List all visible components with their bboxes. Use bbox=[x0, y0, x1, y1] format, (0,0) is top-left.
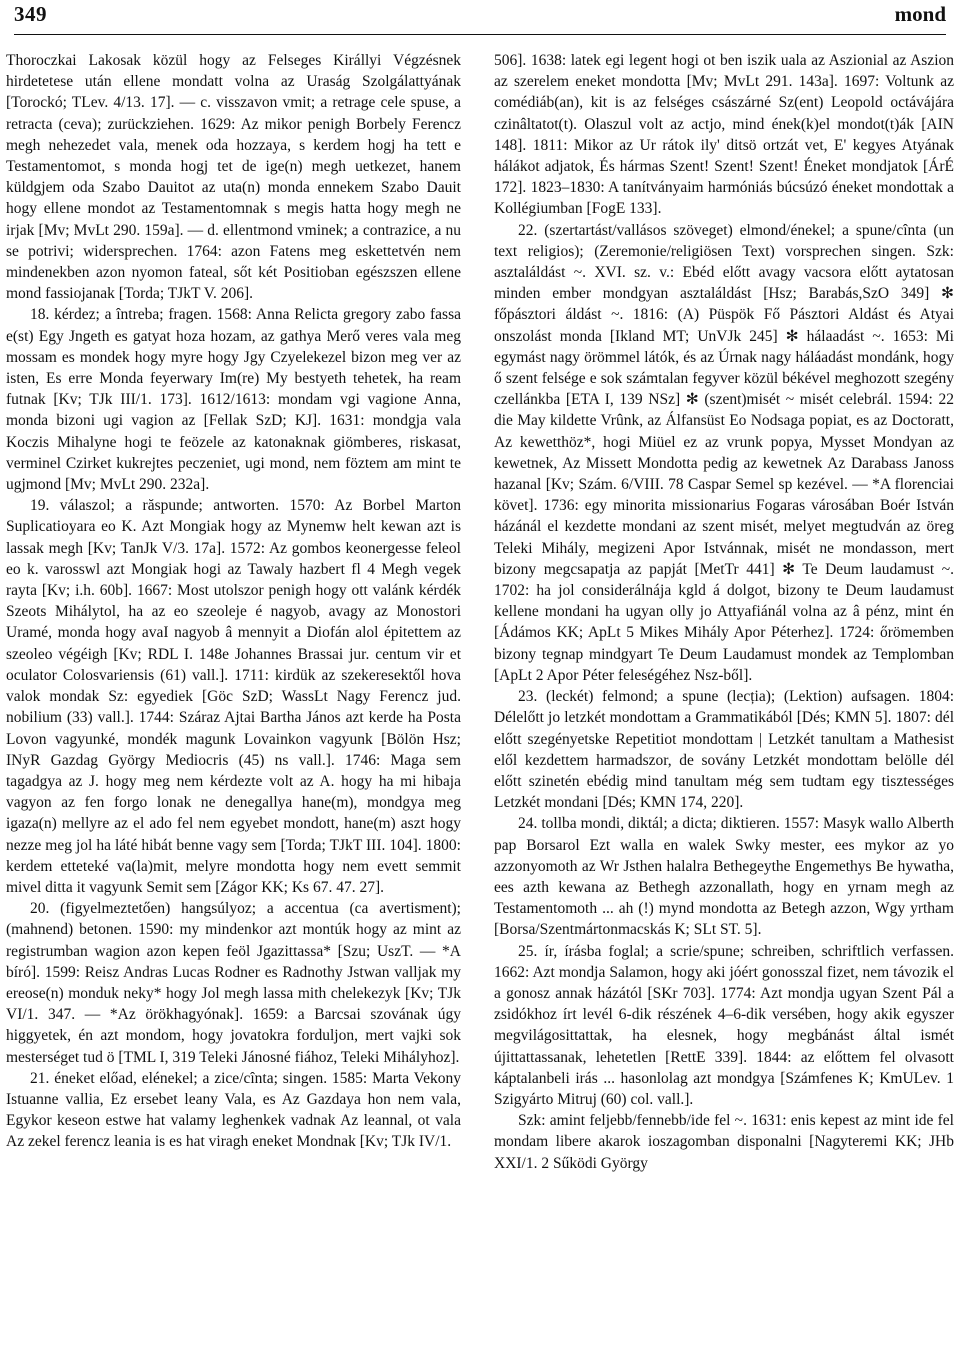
left-column bbox=[6, 50, 461, 1153]
page-number: 349 bbox=[14, 2, 47, 26]
entry-paragraph: 19. válaszol; a răspunde; antworten. 1570: Az Borbel Marton Suplicatioyara eo K. Azt Mongiak hogy az Mynemw helt kewan azt is lassak megh [Kv; TanJk V/3. 17a]. 1572: Az gombos keonergesse feleol eo k. varosswl azt Mongiak hogi az Tawaly hazbert fl 4 Megh vegek rayta [Kv; i.h. 60b]. 1667: Most utolszor penigh hogy ott valánk kérdék Szeots Mihálytol, ha az eo szeoleje é nagyob, avagy az Monostori Uramé, monda hogy avaI nagyob â mennyit a Diofán alol épitettem az szeoleo végéigh [Kv; RDL I. 148e Johannes Brassai jur. centum vir et oculator Colosvariensis (61) vall.]. 1711: kirdük az szekeresektől hova valok mondak Sz: egyediek [Göc SzD; WassLt Nagy Ferencz jud. nobilium (33) vall.]. 1744: Száraz Ajtai Bartha János azt kerde ha Posta Lovon vagyunké, mondék magunk Lovainkon vagyunk [Bölön Hsz; INyR Gazdag György Mediocris (45) ns vall.]. 1746: Maga sem tagadgya az J. hogy meg nem kérdezte volt az A. hogy ha mi hibaja vagyon az fen forgo lonak ne denegallya hane(m), mondgya meg igaza(n) mellyre az el ado fel nem egyebet mondott, hane(m) aszt hogy nezze meg jol ha láté hibát benne vagy sem [Torda; TJkT III. 104]. 1800: kerdem etteteké va(la)mit, melyre mondotta hogy nem evett semmit mivel ditta it vagyunk Semit sem [Zágor KK; Ks 67. 47. 27]. bbox=[6, 497, 461, 896]
entry-paragraph: 25. ír, írásba foglal; a scrie/spune; schreiben, schriftlich verfassen. 1662: Azt mondja Salamon, hogy aki jóért gonosszal fizet, nem távozik el a gonosz annak házától [SKr 703]. 1774: Azt mondja ugyan Szent Pál a zsidókhoz írt levél 6-dik részének 4–6-dik versében, hogy akik egyszer megvilágosittattak, ha elesnek, hogy megbánást által ismét újittattassanak, lehetetlen [RettE 339]. 1844: az előttem fel olvasott káptalanbeli irás ... hasonlolag azt mondgya [Számfenes K; KmULev. 1 Szigyárto Mitruj (60) col. vall.]. bbox=[494, 942, 954, 1108]
entry-paragraph: 506]. 1638: latek egi legent hogi ot ben iszik uala az Aszionial az Aszion az szerelem eneket mondotta [Mv; MvLt 291. 143a]. 1697: Voltunk az comédiáb(an), kit is az felséges császárné Sz(ent) Leopold octávájára czinâltatot(t). Olaszul volt az actjo, mind ének(k)el mondot(t)ák [AIN 148]. 1811: Mikor az Ur rátok ily' ditsö ortzát vet, E' kegyes Atyának hálákot adjatok, És hármas Szent! Szent! Szent! Éneket mondjatok [ÁrÉ 172]. 1823–1830: A tanítványaim harmóniás búcsúzó éneket mondottak a Kollégiumban [FogE 133]. bbox=[494, 52, 954, 218]
entry-paragraph: 20. (figyelmeztetően) hangsúlyoz; a accentua (ca avertisment); (mahnend) betonen. 1590: my mindenkor azt montúk hogy az mint az registrumban wagion azon kepen feöl Jgazittassa* [Szu; UszT. — *A bíró]. 1599: Reisz Andras Lucas Rodner es Radnothy Jstwan valljak my ereose(n) monduk neky* hogy Jol megh lassa mith chelekezyk [Kv; TJk VI/1. 347. — *Az örökhagyónak]. 1659: a Barcsai szovának úgy higgyetek, én azt mondom, hogy jovatokra fordulјon, mert vajki sok mesterséget tud ö [TML I, 319 Teleki Jánosné fiához, Teleki Mihályhoz]. bbox=[6, 900, 461, 1066]
entry-paragraph: 24. tollba mondi, diktál; a dicta; diktieren. 1557: Masyk wallo Alberth pap Borsarol Ezt walla en walek Swky mester, ees mykor az yo azzonyomoth az Wr Jsthen halalra Bethegeythe Engemethys Be hywatha, ees azth kewana az Bethegh azzonallath, hogy en yrnam megh az Testamentomoth ... ah (!) mynd mondotta az Betegh azzon, Wgy yrtham [Borsa/Szentmártonmacskás K; SLt ST. 5]. bbox=[494, 815, 954, 939]
running-headword: mond bbox=[894, 2, 946, 26]
entry-paragraph: 22. (szertartást/vallásos szöveget) elmond/énekel; a spune/cînta (un text religios); (Zeremonie/religiösen Text) vorsprechen singen. Szk: asztaláldást ~. XVI. sz. v.: Ebéd előtt avagy vacsora előtt aytatosan minden ember mondgyan asztaláldást [Hsz; Barabás,SzO 349] ✻ főpásztori áldást ~. 1816: (A) Püspök Fő Pásztori Aldást és Atyai onszolást monda [Ikland MT; UnVJk 245] ✻ hálaadást ~. 1653: Mi egymást nagy örömmel látók, és az Úrnak nagy háláadást mondánk, hogy ő szent felsége e sok számtalan fegyver közül békével meghozott szegény czellánkba [ETA I, 139 NSz] ✻ (szent)misét ~ misét celebrál. 1594: 22 die May kildette Vrûnk, az Álfansüst Eo Nodsaga popiat, es az Doctoratt, Az kewetthöz*, hogi Miüel ez az vrunk popya, Mysset Mondyan az kewetnek, Az Missett Mondotta pedig az kewetnek Az Darabass Janoss hazanal [Kv; Szám. 6/VIII. 78 Caspar Semel sp kezével. — *A florenciai követ]. 1736: egy minorita missionarius Fogaras városában Boér István házánál el kezdette mondani az szent misét, melyet megtudván az öreg Teleki Mihály, megizeni Apor Istvánnak, misét ne mondasson, mert bizony megcsapatja az papját [MetTr 441] ✻ Te Deum laudamust ~. 1702: ha jol considerálnája kgld á dolgot, bizony te Deum laudamust kellene mondani ha ugyan olly jo Attyafiánál volna az â pénz, mint én [Ádámos KK; ApLt 5 Mikes Mihály Apor Péterhez]. 1724: őrömemben bizony tegnap mindgyart Te Deum Laudamust mondek az Templomban [ApLt 2 Apor Péter feleségéhez Nsz-ből]. bbox=[494, 221, 954, 684]
entry-paragraph: 21. éneket előad, elénekel; a zice/cînta; singen. 1585: Marta Vekony Istuanne vallia, Ez ersebet leany Vala, es Az Gazdaya hon nem vala, Egykor keseon estwe hat valamy leghenkek vadnak Az leannal, ot vala Az zekel ferencz leania is es hat viragh eneket Mondnak [Kv; TJk IV/1. bbox=[6, 1069, 461, 1151]
entry-paragraph: Szk: amint feljebb/fennebb/ide fel ~. 1631: enis kepest az mint ide fel mondam libere akarok ioszagomban disponalni [Nagyteremi KK; JHb XXI/1. 2 Sűködi György bbox=[494, 1112, 954, 1172]
entry-paragraph: 23. (leckét) felmond; a spune (lecția); (Lektion) aufsagen. 1804: Délelőtt jo letzkét mondottam a Grammatikából [Dés; KMN 5]. 1807: dél előtt szegényetske Repetitiot mondottam | Letzkét tanultam a Mathesist elől kezdettem harmadszor, de sovány Letzkét mondottam belölle dél előtt szinetén ebédig mind tanultam még sem tudtam egy tisztességes Letzkét mondani [Dés; KMN 174, 220]. bbox=[494, 688, 954, 812]
right-column bbox=[494, 50, 954, 1174]
header-rule bbox=[14, 34, 946, 35]
entry-paragraph: Thoroczkai Lakosak közül hogy az Felseges Királlyi Végzésnek hirdetetese után ellene mondatt volna az Uraság Szolgálattyának [Torockó; TLev. 4/13. 17]. — c. visszavon vmit; a retrage cele spuse, a retracta (ceva); zurückziehen. 1629: Az mikor penigh Borbely Ferencz megh nehezedet vala, menek oda hozzaya, s kerdem hogj ha tett e Testamentomot, s monda hogj tet de ige(n) megh uetkezet, hanem küldgjem oda Szabo Dauitot az uta(n) monda ennekem Szabo Dauit hogy ellene mondot az Testamentomnak s megis hatta hogy megh ne irjak [Mv; MvLt 290. 159a]. — d. ellentmond vminek; a contrazice, a nu se potrivi; widersprechen. 1764: azon Fatens meg eskettetvén nem mindenekben azon nyomon fateal, sőt két Positioban egészszen ellene mond fassiojanak [Torda; TJkT V. 206]. bbox=[6, 52, 461, 303]
entry-paragraph: 18. kérdez; a întreba; fragen. 1568: Anna Relicta gregory zabo fassa e(st) Egy Jngeth es gatyat hoza hozam, az gathya Merő veres vala meg mossam es mondek hogy myre hogy Jgy Czyelekezel bizon meg ver az isten, Es erre Monda feyerwary Im(re) My bestyeth tehetek, ha ream futnak [Kv; TJk III/1. 173]. 1612/1613: mondam vgi vagione Anna, monda bizoni ugi vagion az [Fellak SzD; KJ]. 1631: mondgja vala Koczis Mihalyne hogi te feözele az katonaknak giömberes, riskasat, verminel Czirket kukrejtes peczeniet, ugi mond, nem föztem am mint te ugjmond [Mv; MvLt 290. 232a]. bbox=[6, 306, 461, 494]
page-header bbox=[14, 2, 946, 30]
